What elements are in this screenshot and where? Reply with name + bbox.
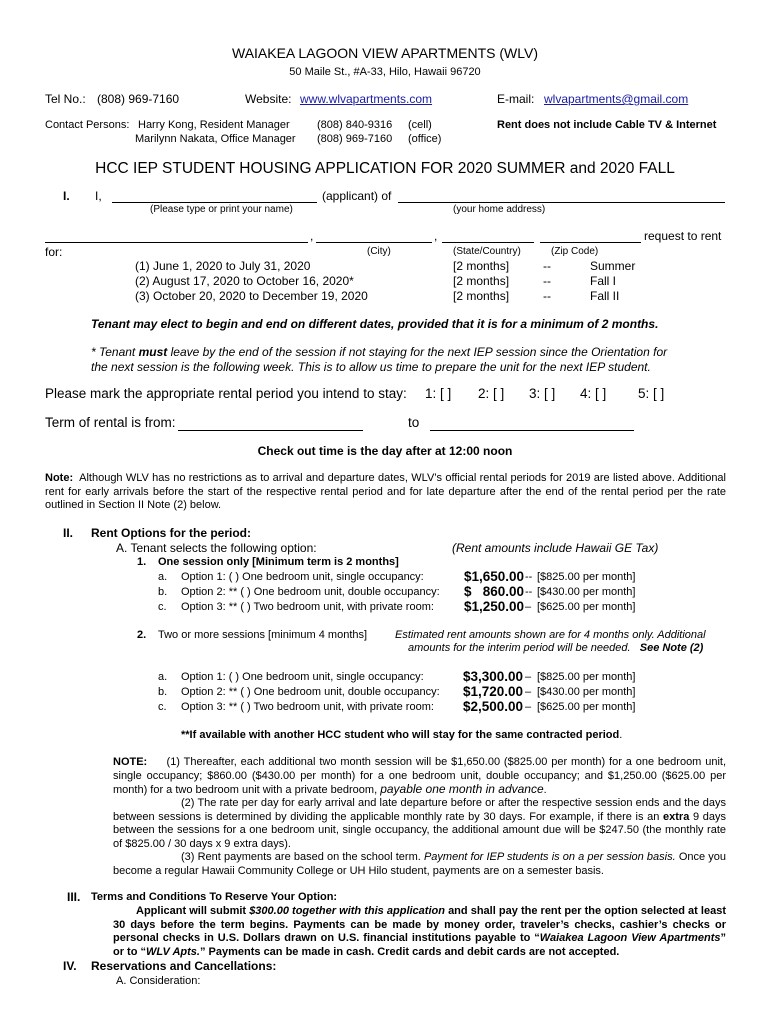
contact-2-type: (office) <box>408 133 442 145</box>
section-3-body <box>113 905 726 959</box>
website-link[interactable]: www.wlvapartments.com <box>300 92 433 106</box>
option-sep: – <box>525 601 532 613</box>
period-months: [2 months] <box>453 289 510 303</box>
note-3-text: (3) Rent payments are based on the school term. <box>181 851 424 863</box>
note-1 <box>113 756 726 798</box>
zip-field[interactable] <box>540 242 641 243</box>
state-hint: (State/Country) <box>453 246 521 257</box>
option-monthly: [$825.00 per month] <box>537 571 636 583</box>
s3-p2: $300.00 together with this application <box>249 905 445 917</box>
state-field[interactable] <box>442 242 534 243</box>
note-2-text: (2) The rate per day for early arrival and late departure before or after the respective session ends and the days between sessions is determined by dividing the applicable monthly rate by 30 days. For example, if there is an <box>113 797 726 823</box>
note-2-extra: extra <box>663 810 690 823</box>
must-word: must <box>138 345 168 359</box>
note-3 <box>113 851 726 878</box>
period-dash: -- <box>543 259 551 273</box>
must-leave-note <box>91 345 667 359</box>
if-available-text: **If available with another HCC student who will stay for the same contracted period <box>181 729 620 741</box>
option-letter: c. <box>158 701 167 713</box>
s3-p6: WLV Apts. <box>146 945 200 958</box>
estimate-text-2: amounts for the interim period will be needed. <box>408 642 631 654</box>
note-2 <box>113 797 726 851</box>
estimate-note-2 <box>408 642 703 654</box>
contact-1-type: (cell) <box>408 119 432 131</box>
mark-option-3[interactable]: 3: [ ] <box>529 386 556 401</box>
request-label: request to rent <box>644 229 722 243</box>
option-monthly: [$625.00 per month] <box>537 701 636 713</box>
if-available-note <box>181 729 622 741</box>
must-leave-note-line2: the next session is the following week. This is to allow us time to prepare the unit for the next IEP student. <box>91 360 651 374</box>
option-monthly: [$430.00 per month] <box>537 686 636 698</box>
tenant-selects: A. Tenant selects the following option: <box>116 541 317 555</box>
city-field[interactable] <box>316 242 432 243</box>
consideration-label: A. Consideration: <box>116 975 201 987</box>
mark-option-4[interactable]: 4: [ ] <box>580 386 607 401</box>
comma-1: , <box>310 229 314 243</box>
email-link[interactable]: wlvapartments@gmail.com <box>544 92 689 106</box>
option-text[interactable]: Option 2: ** ( ) One bedroom unit, double occupancy: <box>181 686 440 698</box>
option-text[interactable]: Option 1: ( ) One bedroom unit, single occupancy: <box>181 671 424 683</box>
if-available-period: . <box>619 729 623 741</box>
checkout-note: Check out time is the day after at 12:00 noon <box>257 444 513 458</box>
applicant-name-field[interactable] <box>112 202 317 203</box>
note-label: Note: <box>45 472 74 484</box>
website-label: Website: <box>245 92 292 106</box>
i-label: I, <box>95 189 102 203</box>
note-1-advance: payable one month in advance <box>380 782 544 796</box>
option-amount: $ 860.00 <box>464 584 525 599</box>
term-to-field[interactable] <box>430 430 634 431</box>
contact-label: Contact Persons: <box>45 119 130 131</box>
applicant-label: (applicant) of <box>322 189 392 203</box>
period-session: Fall I <box>590 274 617 288</box>
s3-p3: and shall pay the rent per the option selected at least 30 days before the term begins. Payments can be made by money order, traveler’s checks, cashier’s checks or personal checks in U.S. Dollars drawn on U.S. financial institutions payable to “ <box>113 905 726 944</box>
address: 50 Maile St., #A-33, Hilo, Hawaii 96720 <box>289 66 481 78</box>
option-amount: $2,500.00 <box>463 699 524 714</box>
period-dash: -- <box>543 274 551 288</box>
period-months: [2 months] <box>453 274 510 288</box>
contact-1-phone: (808) 840-9316 <box>317 119 393 131</box>
note-3-rest: Once you become a regular Hawaii Community College or UH Hilo student, payments are on a semester basis. <box>113 851 727 877</box>
option-letter: a. <box>158 571 168 583</box>
s3-p7: ” Payments can be made in cash. Credit cards and debit cards are not accepted. <box>199 945 620 958</box>
note-2-rest: 9 days between the sessions for a one bedroom unit, single occupancy, the additional amount due will be $247.50 (the monthly rate of $825.00 / 30 days x 9 extra days). <box>113 810 726 850</box>
note-1-text: (1) Thereafter, each additional two month session will be $1,650.00 ($825.00 per month) for a one bedroom unit, single occupancy; $860.00 ($430.00 per month) for a one bedroom unit, double occupancy; and $1,250.00 ($625.00 per month) for a two bedroom unit with a private bedroom, <box>113 756 726 796</box>
period-dash: -- <box>543 289 551 303</box>
two-session-num: 2. <box>137 629 147 641</box>
period-label: (1) June 1, 2020 to July 31, 2020 <box>135 259 311 273</box>
one-session-num: 1. <box>137 556 147 568</box>
option-text[interactable]: Option 3: ** ( ) Two bedroom unit, with private room: <box>181 701 434 713</box>
option-letter: c. <box>158 601 167 613</box>
email-label: E-mail: <box>497 92 535 106</box>
period-months: [2 months] <box>453 259 510 273</box>
estimate-note-1: Estimated rent amounts shown are for 4 months only. Additional <box>395 629 706 641</box>
mark-option-1[interactable]: 1: [ ] <box>425 386 452 401</box>
form-title: HCC IEP STUDENT HOUSING APPLICATION FOR 2020 SUMMER and 2020 FALL <box>95 160 675 177</box>
period-label: (3) October 20, 2020 to December 19, 2020 <box>135 289 368 303</box>
option-text[interactable]: Option 1: ( ) One bedroom unit, single occupancy: <box>181 571 424 583</box>
city-hint: (City) <box>367 246 391 257</box>
term-to: to <box>408 415 420 430</box>
mark-option-5[interactable]: 5: [ ] <box>638 386 665 401</box>
section-2-numeral: II. <box>63 526 74 540</box>
must-post: leave by the end of the session if not staying for the next IEP session since the Orientation for <box>167 345 668 359</box>
note-label: NOTE: <box>113 756 148 768</box>
name-hint: (Please type or print your name) <box>150 204 293 215</box>
option-text[interactable]: Option 2: ** ( ) One bedroom unit, double occupancy: <box>181 586 440 598</box>
tenant-note: Tenant may elect to begin and end on different dates, provided that it is for a minimum of 2 months. <box>91 317 659 331</box>
section-3-heading: Terms and Conditions To Reserve Your Option: <box>91 891 338 903</box>
tel-number: (808) 969-7160 <box>97 92 180 106</box>
two-session-heading: Two or more sessions [minimum 4 months] <box>158 629 368 641</box>
contact-1: Harry Kong, Resident Manager <box>138 119 290 131</box>
option-text[interactable]: Option 3: ** ( ) Two bedroom unit, with private room: <box>181 601 434 613</box>
option-monthly: [$430.00 per month] <box>537 586 636 598</box>
term-label: Term of rental is from: <box>45 415 176 430</box>
option-letter: a. <box>158 671 168 683</box>
for-label: for: <box>45 245 63 259</box>
period-label: (2) August 17, 2020 to October 16, 2020* <box>135 274 354 288</box>
option-sep: – <box>525 671 532 683</box>
page-title: WAIAKEA LAGOON VIEW APARTMENTS (WLV) <box>232 45 538 61</box>
one-session-heading: One session only [Minimum term is 2 months] <box>158 556 399 568</box>
note-3-italic: Payment for IEP students is on a per session basis. <box>423 851 676 863</box>
contact-2-phone: (808) 969-7160 <box>317 133 393 145</box>
option-amount: $1,650.00 <box>464 569 525 584</box>
period-session: Summer <box>590 259 636 273</box>
section-1-numeral: I. <box>63 189 70 203</box>
option-sep: – <box>525 701 532 713</box>
option-amount: $3,300.00 <box>463 669 524 684</box>
address-hint: (your home address) <box>453 204 546 215</box>
mark-label: Please mark the appropriate rental period you intend to stay: <box>45 386 407 401</box>
comma-2: , <box>434 229 438 243</box>
note-text: Although WLV has no restrictions as to arrival and departure dates, WLV’s official rental periods for 2019 are listed above. Additional rent for early arrivals before the start of the respective rental period and for late departure after the end of the rental period per the rate outlined in Section II Note (2) below. <box>45 472 726 511</box>
option-sep: – <box>525 686 532 698</box>
period-note <box>45 472 726 513</box>
option-letter: b. <box>158 586 168 598</box>
option-sep: -- <box>525 586 533 598</box>
period-session: Fall II <box>590 289 620 303</box>
section-2-heading: Rent Options for the period: <box>91 526 251 540</box>
option-sep: -- <box>525 571 533 583</box>
zip-hint: (Zip Code) <box>551 246 599 257</box>
tel-label: Tel No.: <box>45 92 86 106</box>
must-pre: * Tenant <box>91 345 139 359</box>
option-letter: b. <box>158 686 168 698</box>
see-note: See Note (2) <box>639 642 704 654</box>
term-from-field[interactable] <box>178 430 363 431</box>
contact-2: Marilynn Nakata, Office Manager <box>135 133 296 145</box>
s3-p5: ” or to “ <box>113 932 726 958</box>
s3-p4: Waiakea Lagoon View Apartments <box>539 932 721 944</box>
option-monthly: [$825.00 per month] <box>537 671 636 683</box>
s3-p1: Applicant will submit <box>136 905 250 917</box>
section-4-numeral: IV. <box>63 959 77 973</box>
note-1-end: . <box>543 784 547 796</box>
mark-option-2[interactable]: 2: [ ] <box>478 386 505 401</box>
tax-note: (Rent amounts include Hawaii GE Tax) <box>452 541 659 555</box>
section-3-numeral: III. <box>67 890 81 904</box>
section-4-heading: Reservations and Cancellations: <box>91 959 277 973</box>
option-amount: $1,250.00 <box>464 599 525 614</box>
home-address-field[interactable] <box>398 202 725 203</box>
address-line-field[interactable] <box>45 242 308 243</box>
option-amount: $1,720.00 <box>463 684 524 699</box>
cable-note: Rent does not include Cable TV & Internet <box>497 119 717 131</box>
option-monthly: [$625.00 per month] <box>537 601 636 613</box>
